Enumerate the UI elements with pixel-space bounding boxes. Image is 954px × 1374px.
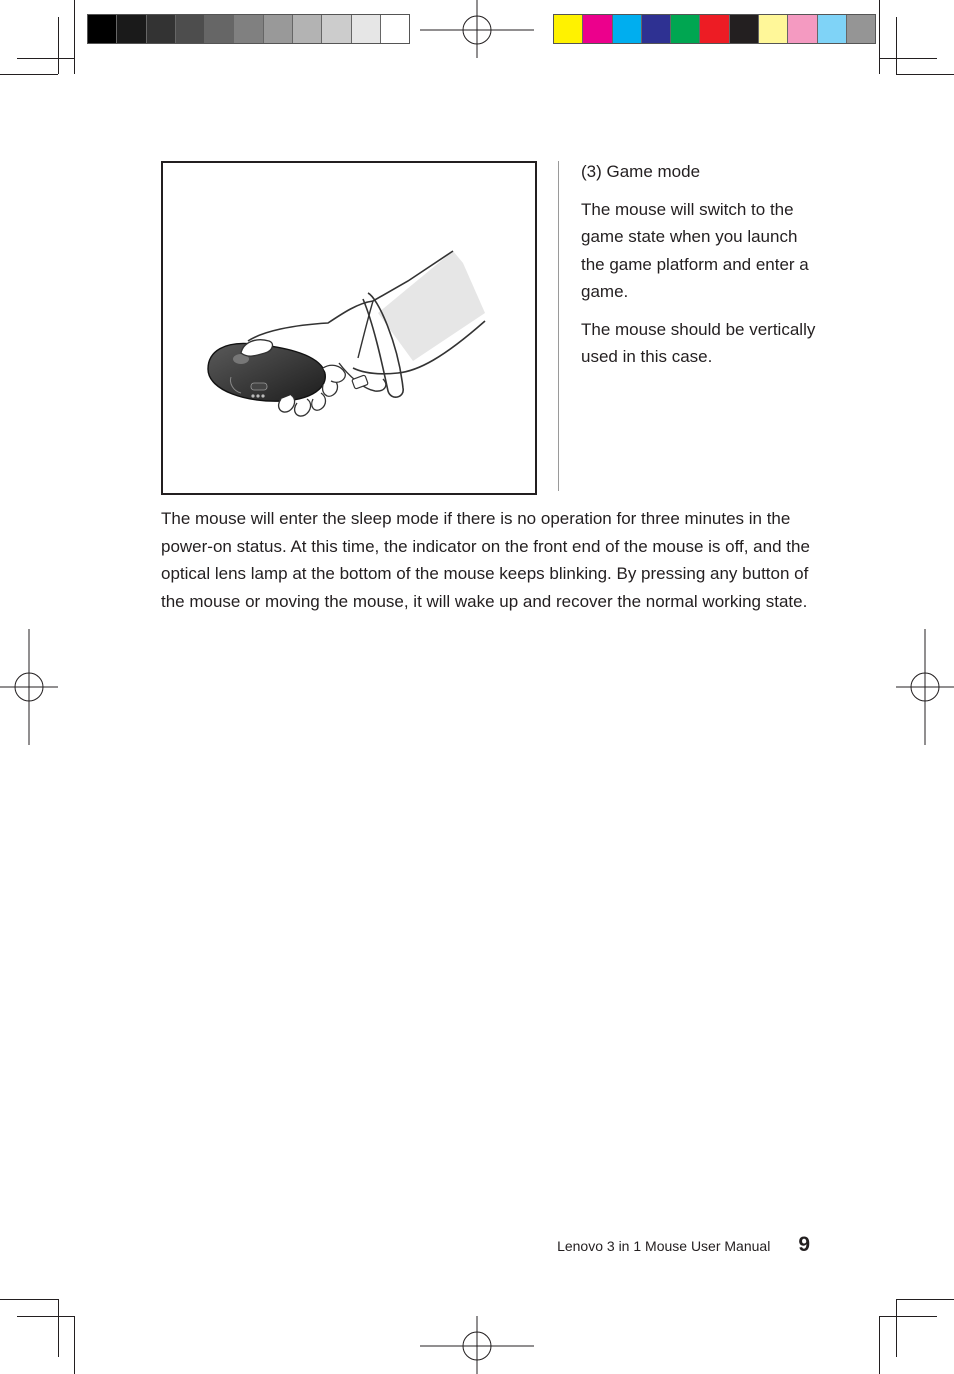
paragraph: The mouse will switch to the game state when you launch the game platform and enter a game. — [581, 199, 809, 301]
crop-mark — [896, 17, 897, 74]
crop-mark — [896, 74, 954, 75]
crop-mark — [880, 58, 937, 59]
registration-mark — [896, 629, 954, 745]
page-footer — [557, 1233, 810, 1257]
page-number: 9 — [798, 1233, 810, 1256]
color-swatch — [205, 15, 234, 43]
crop-mark — [880, 1316, 937, 1317]
color-swatch — [352, 15, 381, 43]
color-swatch — [88, 15, 117, 43]
color-swatch — [818, 15, 847, 43]
color-swatch — [293, 15, 322, 43]
color-swatch — [264, 15, 293, 43]
color-swatch — [613, 15, 642, 43]
column-divider — [558, 161, 559, 491]
section-heading: (3) Game mode — [581, 162, 701, 181]
color-swatch — [788, 15, 817, 43]
color-swatch — [554, 15, 583, 43]
color-swatch — [176, 15, 205, 43]
game-mode-section — [581, 158, 821, 381]
color-swatch — [234, 15, 263, 43]
crop-mark — [17, 58, 74, 59]
grayscale-color-bar — [87, 14, 410, 44]
crop-mark — [58, 1299, 59, 1357]
crop-mark — [74, 1316, 75, 1374]
crop-mark — [0, 1299, 58, 1300]
sleep-mode-paragraph: The mouse will enter the sleep mode if there is no operation for three minutes in the power-on status. At this time, the indicator on the front end of the mouse is off, and the optical lens lamp at the bottom of the mouse keeps blinking. By pressing any button of the mouse or moving the mouse, it will wake up and recover the normal working state. — [161, 509, 810, 611]
crop-mark — [896, 1299, 897, 1357]
crop-mark — [896, 1299, 954, 1300]
crop-mark — [58, 17, 59, 74]
color-swatch — [730, 15, 759, 43]
crop-mark — [17, 1316, 74, 1317]
color-swatch — [322, 15, 351, 43]
registration-mark — [420, 1316, 534, 1374]
crop-mark — [74, 0, 75, 74]
color-swatch — [583, 15, 612, 43]
cmyk-color-bar — [553, 14, 876, 44]
color-swatch — [671, 15, 700, 43]
manual-title: Lenovo 3 in 1 Mouse User Manual — [557, 1238, 771, 1254]
color-swatch — [642, 15, 671, 43]
color-swatch — [117, 15, 146, 43]
crop-mark — [879, 1316, 880, 1374]
figure-frame — [161, 161, 537, 495]
crop-mark — [879, 0, 880, 74]
hand-holding-mouse-illustration — [163, 163, 535, 493]
color-swatch — [847, 15, 875, 43]
color-swatch — [147, 15, 176, 43]
color-swatch — [759, 15, 788, 43]
paragraph: The mouse should be vertically used in this case. — [581, 319, 816, 366]
registration-mark — [0, 629, 58, 745]
crop-mark — [0, 74, 58, 75]
color-swatch — [381, 15, 409, 43]
color-swatch — [700, 15, 729, 43]
registration-mark — [420, 0, 534, 58]
